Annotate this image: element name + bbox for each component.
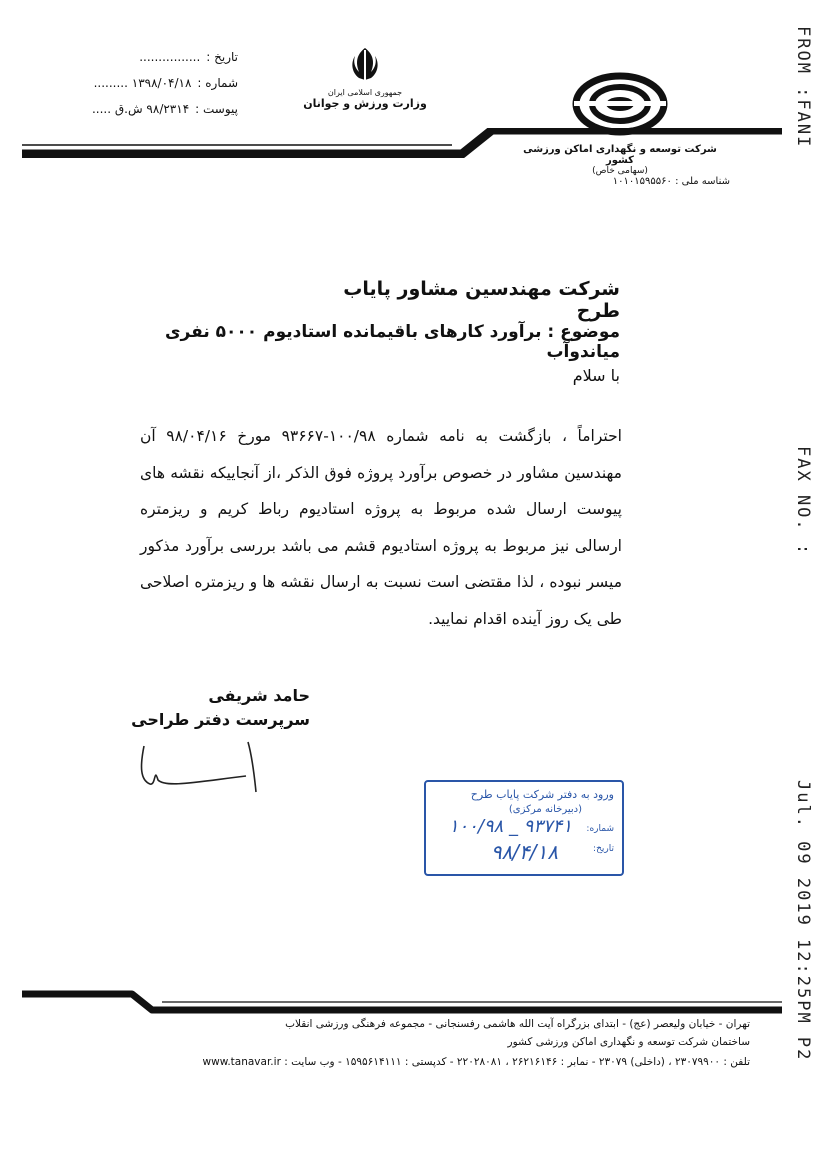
company-name: شرکت توسعه و نگهداری اماکن ورزشی کشور [523,144,717,166]
attachment-row [48,96,238,122]
stamp-number-value: ۱۰۰/۹۸ _ ۹۳۷۴۱ [448,816,572,837]
company-logo-icon [572,72,668,136]
signer-name: حامد شریفی [208,686,310,705]
letter-body: احتراماً ، بازگشت به نامه شماره ۱۰۰/۹۸-۹۳۶۶۷ مورخ ۹۸/۰۴/۱۶ آن مهندسین مشاور در خصوص برآورد پروژه فوق الذکر ،از آنجاییکه نقشه های پیوست ارسال شده مربوط به پروژه استادیوم رباط کریم و ریزمتره ارسالی نیز مربوط به پروژه استادیوم قشم می باشد بررسی برآورد مذکور میسر نبوده ، لذا مقتضی است نسبت به ارسال نقشه ها و ریزمتره اصلاحی طی یک روز آینده اقدام نمایید. [140,427,622,628]
number-value: ۱۳۹۸/۰۴/۱۸ ......... [93,76,192,90]
national-id [540,176,730,187]
stamp-date-value: ۹۸/۴/۱۸ [490,840,558,864]
date-label: تاریخ : [206,50,238,64]
fax-from: FROM :FANI [793,26,813,149]
footer-website[interactable]: www.tanavar.ir [202,1056,281,1068]
footer-contacts [100,1056,750,1068]
iran-emblem-icon [345,44,385,84]
letter-meta [48,44,238,122]
stamp-number-label: شماره: [586,824,614,834]
footer-address-2: ساختمان شرکت توسعه و نگهداری اماکن ورزشی کشور [507,1036,750,1048]
date-row [48,44,238,70]
number-label: شماره : [197,76,238,90]
footer-phones: تلفن : ۲۳۰۷۹۹۰۰ ، (داخلی) ۲۳۰۷۹ - نمابر : ۲۶۲۱۶۱۴۶ ، ۲۲۰۲۸۰۸۱ - کدپستی : ۱۵۹۵۶۱۴۱۱۱ - وب سایت : [284,1056,750,1068]
stamp-subtitle: (دبیرخانه مرکزی) [508,804,582,815]
ministry-country: جمهوری اسلامی ایران [327,88,403,97]
stamp-title: ورود به دفتر شرکت پایاب طرح [470,788,614,801]
fax-header-strip [779,0,819,1161]
signer-block [120,684,310,732]
fax-number: FAX NO. : [793,446,813,557]
signer-title: سرپرست دفتر طراحی [131,710,310,729]
attachment-label: پیوست : [195,102,238,116]
number-row [48,70,238,96]
handwritten-signature [136,736,286,796]
header-divider-band [22,128,782,158]
ministry-name: وزارت ورزش و جوانان [303,97,427,110]
company-logo-block [520,72,720,176]
attachment-value: ۹۸/۲۳۱۴ ش.ق ..... [91,102,190,116]
footer-address-1: تهران - خیابان ولیعصر (عج) - ابتدای بزرگراه آیت الله هاشمی رفسنجانی - مجموعه فرهنگی ورزشی انقلاب [285,1018,750,1030]
stamp-date-label: تاریخ: [593,844,614,854]
recipient: شرکت مهندسین مشاور پایاب طرح [343,278,620,322]
fax-datetime: Jul. 09 2019 12:25PM P2 [793,780,813,1062]
received-stamp [424,780,624,876]
subject: موضوع : برآورد کارهای باقیمانده استادیوم ۵۰۰۰ نفری میاندوآب [164,322,620,362]
ministry-logo-block [300,44,430,110]
national-id-value: ۱۰۱۰۱۵۹۵۵۶۰ [612,176,672,187]
company-type: (سهامی خاص) [592,166,648,176]
national-id-label: شناسه ملی : [675,176,730,187]
date-value: ................ [139,50,201,64]
greeting: با سلام [572,366,620,385]
footer-divider-band [22,990,782,1014]
